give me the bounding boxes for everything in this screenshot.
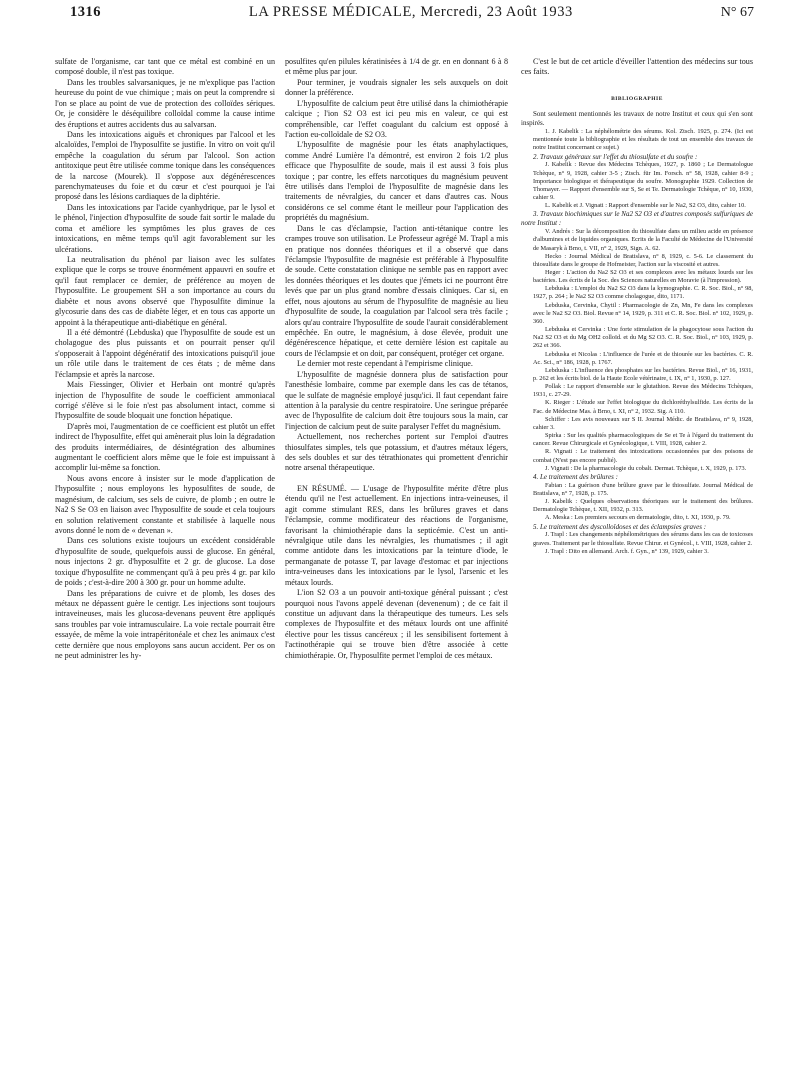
paragraph: Dans les préparations de cuivre et de plomb, les doses des métaux ne dépassent guère le centigr. Les injections sont toujours intraveineuses, mais les glucosa-devenans peuvent être appliqués sans troubles par voie intramusculaire. La voie rectale pourrait être essayée, de même la voie intrapéritonéale et chez les animaux c'est cette dernière que nous employons sans aucun accident. Per os on ne peut administrer les hy- <box>55 588 275 661</box>
paragraph: C'est le but de cet article d'éveiller l'attention des médecins sur tous ces faits. <box>521 57 753 77</box>
paragraph: Pour terminer, je voudrais signaler les sels auxquels on doit donner la préférence. <box>285 77 508 98</box>
bibliography-entry: 1. J. Kabelik : La néphélométrie des sérums. Kol. Ztsch. 1925, p. 274. (Ici est mentionnée toute la bibliographie et les résultats de tout un ensemble des travaux de notre Institut concernant ce sujet.) <box>533 128 753 152</box>
page-header <box>70 4 754 30</box>
bibliography-entry: J. Trapl : Dito en allemand. Arch. f. Gyn., n° 139, 1929, cahier 3. <box>545 547 709 555</box>
bibliography-entry: Fabian : La guérison d'une brûlure grave par le thiosulfate. Journal Médical de Bratislava, n° 7, 1928, p. 175. <box>533 481 753 497</box>
bibliography-entry: Heger : L'action du Na2 S2 O3 et ses complexes avec les métaux lourds sur les bactéries. Les écrits de la Soc. des Sciences naturelles en Moravie (à l'impression). <box>533 268 753 285</box>
paragraph: L'hyposulfite de magnésie donnera plus de satisfaction pour l'anesthésie lombaire, comme par exemple dans les cas de tétanos, que le sulfate de magnésie employé jusqu'ici. Il faut cependant faire attention à la paralysie du centre respiratoire. Une seringue préparée avec de l'hyposulfite de calcium doit être toujours sous la main, car l'injection de calcium peut de suite paralyser l'effet du magnésium. <box>285 369 508 431</box>
text-column-middle <box>285 57 508 661</box>
bibliography-section-heading: 4. Le traitement des brûlures : <box>533 472 618 481</box>
bibliography-entry: V. Andrés : Sur la décomposition du thiosulfate dans un milieu acide en présence d'albumines et de liquides organiques. Ecrits de la Faculté de Médecine de l'Université de Masaryk à Brno, t. VII, n° 2, 1929, Sign. A. 62. <box>533 228 753 252</box>
page-number: 1316 <box>70 4 101 20</box>
paragraph: Mais Fiessinger, Olivier et Herbain ont montré qu'après injection de l'hyposulfite de soude le coefficient ammoniacal corrigé s'élève si le foie n'est pas absolument intact, comme si l'hyposulfite de soude bloquait une fonction hépatique. <box>55 380 275 421</box>
paragraph: Dans les intoxications aiguës et chroniques par l'alcool et les alcaloïdes, l'emploi de l'hyposulfite se justifie. In vitro on voit qu'il empêche la coagulation du sérum par l'alcool. Son action antitoxique peut être utilisée comme tonique dans les conséquences de la narcose (Mourek). Il s'oppose aux dégénérescences parenchymateuses du foie et du cœur et c'est pourquoi je l'ai proposé dans les lésions cardiaques de la diphtérie. <box>55 129 275 202</box>
paragraph: L'ion S2 O3 a un pouvoir anti-toxique général puissant ; c'est pourquoi nous l'avons appelé devenan (devenenum) ; de ce fait il constitue un adjuvant dans la thérapeutique des tumeurs. Les sels complexes de l'hyposulfite et des métaux lourds ont une affinité élective pour les tissus cancéreux ; il les sensibilisent fortement à l'actinothérapie qui se trouve bien d'être associée à cette chimiothérapie. Or, l'hyposulfite permet l'emploi de ces métaux. <box>285 588 508 660</box>
bibliography-entry: Lebduska et Nicolas : L'influence de l'urée et de thiourée sur les bactéries. C. R. Ac. Sci., n° 186, 1928, p. 1767. <box>533 350 753 366</box>
bibliography-list <box>521 128 753 556</box>
bibliography-entry: A. Meska : Les premiers secours en dermatologie, dito, t. XI, 1930, p. 79. <box>545 514 731 522</box>
paragraph: La neutralisation du phénol par liaison avec les sulfates explique que le corps se trouve énormément appauvri en soufre et qu'il faut remplacer ce dernier, de préférence au moyen de l'hyposulfite. Le groupement SH a son importance au cours du diabète et nous avons observé que l'hyposulfite diminue la glycosurie dans des cas de diabète léger, et en tous cas apporte un appoint à la thérapeutique anti-diabétique en général. <box>55 255 275 327</box>
paragraph: D'après moi, l'augmentation de ce coefficient est plutôt un effet indirect de l'hyposulfite, effet qui amènerait plus loin la dégradation des produits intermédiaires, de désintégration des albumines augmentant le coefficient alors même que le foie est impuissant à accomplir lui-même sa fonction. <box>55 421 275 473</box>
bibliography-entry: Lebduska, Cervinka, Chytil : Pharmacologie de Zn, Mn, Fe dans les complexes avec le Na2 S2 O3. Biol. Revue n° 14, 1929, p. 311 et C. R. Soc. Biol. n° 102, 1929, p. 360. <box>533 301 753 325</box>
paragraph: sulfate de l'organisme, car tant que ce métal est combiné en un composé double, il n'est pas toxique. <box>55 57 275 77</box>
bibliography-entry: Hecko : Journal Médical de Bratislava, n° 8, 1929, c. 5-6. Le classement du thiosulfate dans le groupe de Hofmeister, l'action sur la viscosité et autres. <box>533 252 753 268</box>
bibliography-title: BIBLIOGRAPHIE <box>611 95 663 102</box>
bibliography-entry: K. Rieger : L'étude sur l'effet biologique du dichloréthylsulfide. Les écrits de la Fac. de Médecine Mas. à Brno, t. XI, n° 2, 1932. Sig. A 110. <box>533 399 753 415</box>
paragraph: Dans les intoxications par l'acide cyanhydrique, par le lysol et le phénol, l'injection d'hyposulfite de soude fait sortir le malade du coma et améliore les symptômes les plus graves de ces intoxications, en même temps qu'il agit favorablement sur les ulcérations. <box>55 202 275 254</box>
bibliography-section-heading: 3. Travaux biochimiques sur le Na2 S2 O3 et d'autres composés sulfuriques de notre Institut : <box>521 210 753 228</box>
text-column-right <box>521 57 753 556</box>
bibliography-section-heading: 5. Le traitement des dyscolloïdoses et des éclampsies graves : <box>533 522 707 531</box>
paragraph: L'hyposulfite de magnésie pour les états anaphylactiques, comme André Lumière l'a démontré, est environ 2 fois 1/2 plus efficace que l'hyposulfite de soude, mais il est aussi 3 fois plus toxique ; par contre, les effets narcotiques du magnésium peuvent être utilisés dans l'emploi de l'hyposulfite de magnésie dans les traitements de névralgies, du cancer et dans d'autres cas. Nous considérons ce sel comme étant le meilleur pour l'application des propriétés du magnésium. <box>285 140 508 223</box>
bibliography-entry: J. Trapl : Les changements néphélométriques des sérums dans les cas de toxicoses graves. Traitement par le thiosulfate. Revue Chirur. et Gynécol., t. VIII, 1928, cahier 2. <box>533 531 753 547</box>
paragraph: Actuellement, nos recherches portent sur l'emploi d'autres thiosulfates simples, tels que potassium, et d'autres métaux légers, des sels doubles et sur des tétrathionates qui promettent d'enrichir notre arsenal thérapeutique. <box>285 432 508 473</box>
bibliography-section-heading: 2. Travaux généraux sur l'effet du thiosulfate et du soufre : <box>533 152 698 161</box>
bibliography-entry: Schiffer : Les avis nouveaux sur S II. Journal Médic. de Bratislava, n° 9, 1928, cahier 3. <box>533 415 753 431</box>
paragraph: Dans ces solutions existe toujours un excédent considérable d'hyposulfite de soude, quelquefois aussi de glucose. En général, nous injectons 2 gr. d'hyposulfite et 2 gr. de glucose. La dose toxique d'hyposulfite ne commençant qu'à à peu près 4 gr. par kilo de poids ; c'est-à-dire 200 à 300 gr. pour un homme adulte. <box>55 536 275 588</box>
paragraph: posulfites qu'en pilules kératinisées à 1/4 de gr. en en donnant 6 à 8 et même plus par jour. <box>285 57 508 77</box>
paragraph: Il a été démontré (Lebduska) que l'hyposulfite de soude est un cholagogue des plus puissants et on pourrait penser qu'il s'opposerait à l'appoint dégénératif des intoxications puisqu'il joue un rôle utile dans le traitement de ces états ; de même dans l'éclampsie et après la narcose. <box>55 327 275 379</box>
bibliography-entry: J. Kabelik : Quelques observations théoriques sur le traitement des brûlures. Dermatologie Tchèque, t. XII, 1932, p. 313. <box>533 498 753 514</box>
bibliography-entry: L. Kabelik et J. Vignati : Rapport d'ensemble sur le Na2, S2 O3, dito, cahier 10. <box>545 202 746 210</box>
paragraph: Nous avons encore à insister sur le mode d'application de l'hyposulfite ; nous employons les hyposulfites de soude, de magnésium, de calcium, ses sels de cuivre, de plomb ; en outre le Na2 S Se O3 en liaison avec l'hyposulfite de soude et cela toujours en solution relativement constante et stabilisée à laquelle nous avons donné le nom de « devenan ». <box>55 473 275 535</box>
issue-number: N° 67 <box>720 5 754 20</box>
bibliography-entry: Pollak : Le rapport d'ensemble sur le glutathion. Revue des Médecins Tchèques, 1931, c. 27-29. <box>533 383 753 399</box>
summary-paragraph: EN RÉSUMÉ. — L'usage de l'hyposulfite mérite d'être plus étendu qu'il ne l'est actuellement. En injections intra-veineuses, il agit comme stimulant RES, dans les brûlures graves et dans l'éclampsie, comme modificateur des réactions de l'organisme, favorisant la chimiothérapie dans la septicémie. C'est un anti-névralgique utile dans les névralgies, les rhumatismes ; il agit comme antidote dans les intoxications par la teinture d'iode, le permanganate de potasse T, par lavage d'estomac et par injections intra-veineuses dans les intoxications par le lysol, l'arsenic et les métaux lourds. <box>285 483 508 587</box>
bibliography-entry: J. Kabelik : Revue des Médecins Tchèques, 1927, p. 1860 ; Le Dermatologue Tchèque, n° 9, 1928, cahier 3-5 ; Ztsch. für Im. Forsch. n° 58, 1928, cahier 8-9 ; Importance biologique et thérapeutique du soufre. Monographie 1929. Collection de Thomayer. — Rapport d'ensemble sur S, Se et Te. Dermatologie Tchèque, n° 10, 1930, cahier 9. <box>533 161 753 202</box>
text-column-left <box>55 57 275 661</box>
bibliography-entry: J. Vignati : De la pharmacologie du cobalt. Dermat. Tchèque, t. X, 1929, p. 173. <box>545 464 747 472</box>
bibliography-entry: Lebduska : L'emploi du Na2 S2 O3 dans la kymographie. C. R. Soc. Biol., n° 98, 1927, p. 264 ; le Na2 S2 O3 comme cholagogue, dito, 1171. <box>533 285 753 301</box>
paragraph: Le dernier mot reste cependant à l'empirisme clinique. <box>297 359 473 369</box>
bibliography-entry: Spirka : Sur les qualités pharmacologiques de Se et Te à l'égard du traitement du cancer. Revue Chirurgicale et Gynécologique, t. VIII, 1928, cahier 2. <box>533 432 753 448</box>
bibliography-entry: Lebduska : L'influence des phosphates sur les bactéries. Revue Biol., n° 16, 1931, p. 262 et les écrits biol. de la Haute Ecole vétérinaire, t. IX, n° 1, 1930, p. 127. <box>533 366 753 383</box>
bibliography-entry: Lebduska et Cervinka : Une forte stimulation de la phagocytose sous l'action du Na2 S2 O3 et du Mg OH2 colloïd. et du Mg S2 O3. C. R. Soc. Biol., n° 103, 1929, p. 262 et 366. <box>533 326 753 350</box>
paragraph: Dans les troubles salvarsaniques, je ne m'explique pas l'action heureuse du point de vue chimique ; mais on peut la comprendre si l'on se place au point de vue de protection des colloïdes sériques. Or, je considère le déséquilibre colloïdal comme la cause intime des éruptions et autres accidents dus au salvarsan. <box>55 77 275 129</box>
journal-title: LA PRESSE MÉDICALE, Mercredi, 23 Août 1933 <box>248 4 573 20</box>
paragraph: Dans le cas d'éclampsie, l'action anti-tétanique contre les crampes trouve son utilisation. Le Professeur agrégé M. Trapl a mis en pratique nos données théoriques et il a observé que dans l'éclampsie l'hyposulfite de magnésie est préférable à l'hyposulfite de soude. Cette constatation clinique ne semble pas en rapport avec les données théoriques et les doutes que j'émets ici ne pourront être levés que par un plus grand nombre d'essais cliniques. Car si, en effet, nous ajoutons au sérum de l'hyposulfite de magnésie au lieu d'hyposulfite de soude, la coagulation par l'alcool sera très facile ; alors qu'au contraire l'hyposulfite de soude l'aurait considérablement empêchée. En outre, le magnésium, à dose élevée, produit une dégénérescence hépatique, et cette dernière lésion est capitale au cours de l'éclampsie et on doit, par conséquent, protéger cet organe. <box>285 223 508 358</box>
bibliography-entry: R. Vignati : Le traitement des intoxications occasionnées par des poisons de combat (N'est pas encore publié). <box>533 448 753 464</box>
bibliography-intro: Sont seulement mentionnés les travaux de notre Institut et ceux qui s'en sont inspirés. <box>521 110 753 128</box>
paragraph: L'hyposulfite de calcium peut être utilisé dans la chimiothérapie calcique ; l'ion S2 O3 est ici peu mis en valeur, ce qui est compréhensible, car l'effet coagulant du calcium est opposé à l'action eu-colloïdale de S2 O3. <box>285 98 508 139</box>
